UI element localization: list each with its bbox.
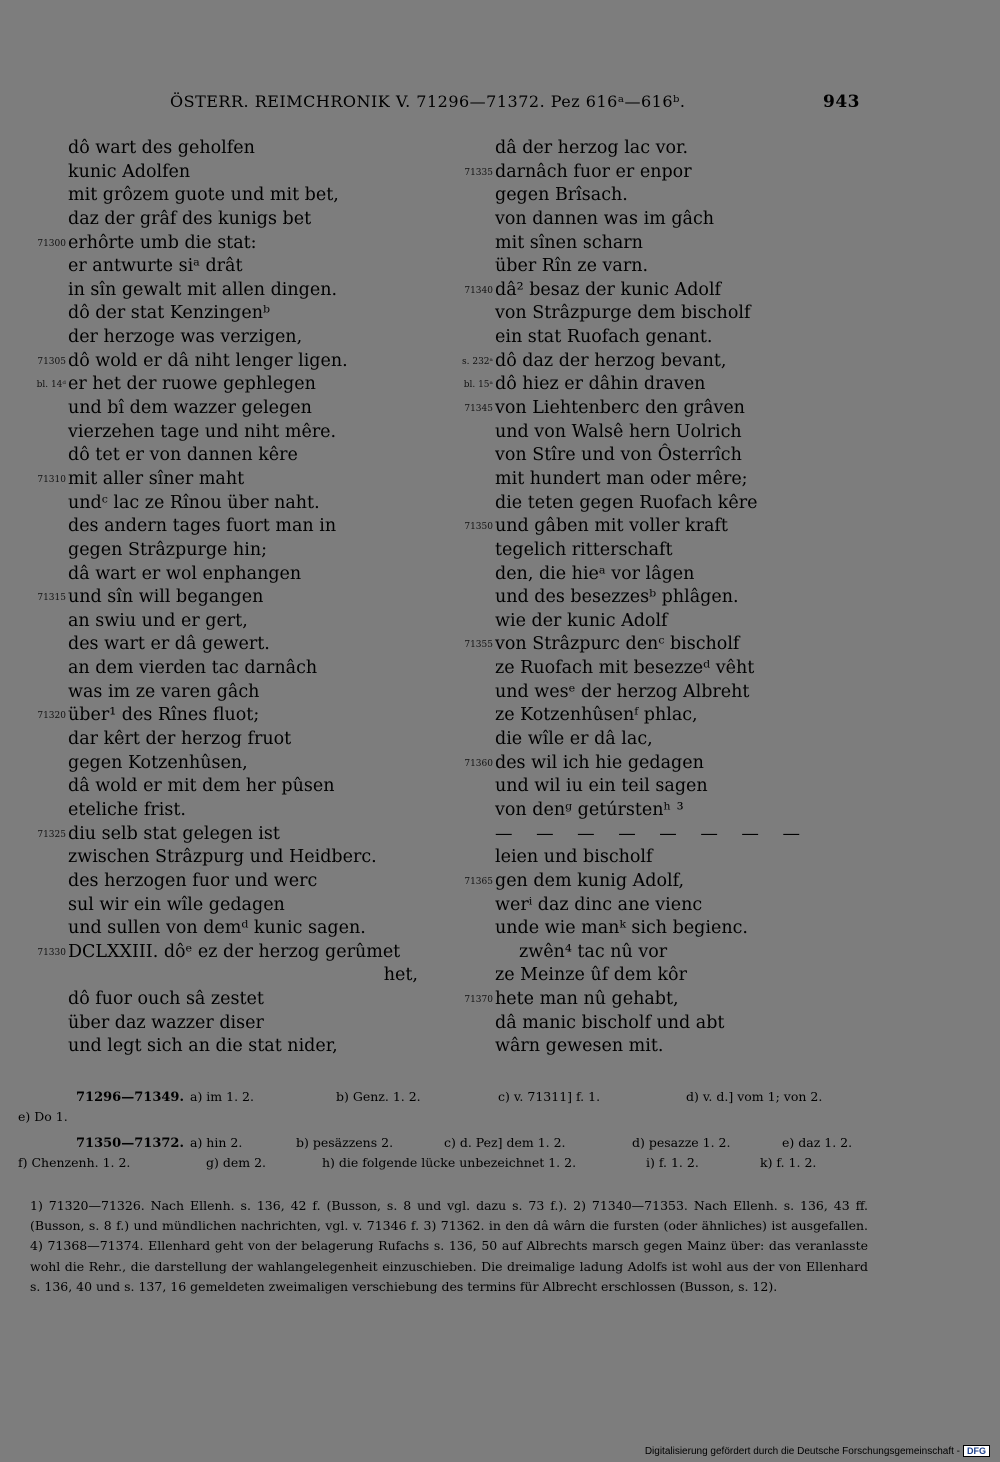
- verse-line: [455, 184, 875, 208]
- verse-text: die teten gegen Ruofach kêre: [495, 492, 758, 513]
- line-number: 71305: [37, 356, 66, 367]
- verse-text: gegen Brîsach.: [495, 185, 628, 206]
- verse-line: [455, 397, 875, 421]
- line-number: 71315: [37, 593, 66, 604]
- verse-line: [455, 373, 875, 397]
- verse-text: wârn gewesen mit.: [495, 1036, 664, 1057]
- verse-line: [455, 563, 875, 587]
- verse-text: DCLXXIII. dôᵉ ez der herzog gerûmet: [68, 941, 401, 962]
- verse-text: des andern tages fuort man in: [68, 516, 337, 537]
- verse-line: [455, 870, 875, 894]
- verse-line: [28, 468, 448, 492]
- verse-text: unde wie manᵏ sich begienc.: [495, 918, 748, 939]
- header-title: ÖSTERR. REIMCHRONIK V. 71296—71372. Pez 616ᵃ—616ᵇ.: [170, 92, 686, 111]
- verse-line: [28, 232, 448, 256]
- verse-line: [28, 917, 448, 941]
- verse-text: sul wir ein wîle gedagen: [68, 894, 285, 915]
- verse-text: über daz wazzer diser: [68, 1012, 264, 1033]
- verse-text: des herzogen fuor und werc: [68, 870, 318, 891]
- verse-text: zwischen Strâzpurg und Heidberc.: [68, 847, 377, 868]
- verse-text: dâ manic bischolf und abt: [495, 1012, 725, 1033]
- apparatus-item: c) d. Pez] dem 1. 2.: [444, 1135, 566, 1150]
- line-number: 71345: [464, 404, 493, 415]
- apparatus-item: e) daz 1. 2.: [782, 1135, 853, 1150]
- verse-line: [455, 752, 875, 776]
- verse-line: [28, 799, 448, 823]
- verse-line: [455, 137, 875, 161]
- verse-text: zwên⁴ tac nû vor: [519, 941, 668, 962]
- line-number: 71350: [464, 522, 493, 533]
- verse-text: ze Kotzenhûsenᶠ phlac,: [495, 705, 698, 726]
- verse-text: gegen Kotzenhûsen,: [68, 752, 248, 773]
- verse-text: werⁱ daz dinc ane vienc: [495, 894, 703, 915]
- verse-text: die wîle er dâ lac,: [495, 729, 653, 750]
- verse-line: [28, 775, 448, 799]
- apparatus-item: k) f. 1. 2.: [760, 1155, 817, 1170]
- verse-line: [455, 492, 875, 516]
- verse-line: [455, 917, 875, 941]
- verse-text: ze Meinze ûf dem kôr: [495, 965, 687, 986]
- verse-text: erhôrte umb die stat:: [68, 232, 257, 253]
- verse-line: [455, 799, 875, 823]
- verse-text: ein stat Ruofach genant.: [495, 327, 713, 348]
- line-number: 71330: [37, 947, 66, 958]
- footnotes: 1) 71320—71326. Nach Ellenh. s. 136, 42 f. (Busson, s. 8 und vgl. dazu s. 73 f.). 2) 71340—71353. Nach Ellenh. s. 136, 43 ff. (Busson, s. 8 f.) und mündlichen nachrichten, vgl. v. 71346 f. 3) 71362. in den dâ wârn die fursten (oder ähnliches) ist ausgefallen. 4) 71368—71374. Ellenhard geht von der belagerung Rufachs s. 136, 50 auf Albrechts marsch gegen Mainz über: das veranlasste wohl die Rehr., die darstellung der wahlangelegenheit einzuschieben. Die dreimalige ladung Adolfs ist wohl aus der von Ellenhard s. 136, 40 und s. 137, 16 gemeldeten zweimaligen verschiebung des termins für Albrecht erschlossen (Busson, s. 12).: [30, 1198, 868, 1294]
- verse-line: [28, 586, 448, 610]
- verse-text: mit sînen scharn: [495, 232, 643, 253]
- verse-text: eteliche frist.: [68, 799, 186, 820]
- dfg-logo: DFG: [963, 1445, 990, 1457]
- verse-text: an dem vierden tac darnâch: [68, 658, 318, 679]
- verse-text: gen dem kunig Adolf,: [495, 870, 685, 891]
- verse-text: gegen Strâzpurge hin;: [68, 539, 267, 560]
- apparatus-block-1-tail: [18, 1107, 868, 1127]
- apparatus-item: e) Do 1.: [18, 1109, 68, 1124]
- verse-line: [455, 444, 875, 468]
- verse-line: [455, 468, 875, 492]
- verse-line: [28, 326, 448, 350]
- verse-text: mit grôzem guote und mit bet,: [68, 185, 339, 206]
- verse-text: dô fuor ouch sâ zestet: [68, 989, 264, 1010]
- apparatus-block-1: [30, 1087, 868, 1107]
- verse-text: er het der ruowe gephlegen: [68, 374, 316, 395]
- verse-line: [455, 988, 875, 1012]
- verse-line: [28, 704, 448, 728]
- verse-line: [28, 397, 448, 421]
- line-number: 71310: [37, 474, 66, 485]
- page-number: 943: [823, 92, 860, 112]
- verse-text: von dannen was im gâch: [495, 208, 715, 229]
- verse-text: von Liehtenberc den grâven: [495, 398, 745, 419]
- verse-text: daz der grâf des kunigs bet: [68, 208, 312, 229]
- verse-line: [455, 941, 875, 965]
- verse-text: an swiu und er gert,: [68, 610, 248, 631]
- verse-text: diu selb stat gelegen ist: [68, 823, 280, 844]
- verse-line: [455, 894, 875, 918]
- verse-line: [455, 846, 875, 870]
- verse-text: von Stîre und von Ôsterrîch: [495, 445, 742, 466]
- footer-credit: Digitalisierung gefördert durch die Deutsche Forschungsgemeinschaft -: [644, 1445, 960, 1457]
- verse-line: [28, 823, 448, 847]
- line-number: 71340: [464, 285, 493, 296]
- verse-line: [28, 941, 448, 965]
- verse-text: er antwurte siᵃ drât: [68, 256, 243, 277]
- apparatus-head-2: 71350—71372.: [76, 1136, 184, 1151]
- line-number: 71360: [464, 758, 493, 769]
- verse-line: [28, 255, 448, 279]
- verse-line: [455, 350, 875, 374]
- verse-text: und von Walsê hern Uolrich: [495, 421, 742, 442]
- verse-text: dar kêrt der herzog fruot: [68, 729, 292, 750]
- verse-line: [28, 681, 448, 705]
- verse-line: [455, 775, 875, 799]
- verse-line: [28, 350, 448, 374]
- verse-text: het,: [383, 965, 418, 986]
- verse-line: [28, 964, 448, 988]
- verse-line: [28, 302, 448, 326]
- verse-text: und des besezzesᵇ phlâgen.: [495, 587, 739, 608]
- verse-line: [455, 586, 875, 610]
- verse-text: dô hiez er dâhin draven: [495, 374, 706, 395]
- verse-text: dô der stat Kenzingenᵇ: [68, 303, 270, 324]
- apparatus-item: a) hin 2.: [190, 1135, 243, 1150]
- verse-text: über¹ des Rînes fluot;: [68, 705, 260, 726]
- verse-text: und wesᵉ der herzog Albreht: [495, 681, 750, 702]
- verse-line: [455, 964, 875, 988]
- verse-line: [455, 728, 875, 752]
- verse-line: [455, 657, 875, 681]
- verse-text: dâ wold er mit dem her pûsen: [68, 776, 335, 797]
- verse-text: in sîn gewalt mit allen dingen.: [68, 279, 338, 300]
- verse-line: [455, 161, 875, 185]
- line-number: 71325: [37, 829, 66, 840]
- verse-line: [28, 208, 448, 232]
- verse-text: dâ² besaz der kunic Adolf: [495, 279, 722, 300]
- verse-line: [455, 681, 875, 705]
- verse-text: vierzehen tage und niht mêre.: [68, 421, 337, 442]
- verse-text: den, die hieᵃ vor lâgen: [495, 563, 695, 584]
- verse-text: mit hundert man oder mêre;: [495, 468, 748, 489]
- apparatus-item: f) Chenzenh. 1. 2.: [18, 1155, 131, 1170]
- line-number: bl. 14ᵈ: [36, 380, 66, 391]
- verse-line: [28, 657, 448, 681]
- verse-text: darnâch fuor er enpor: [495, 161, 692, 182]
- apparatus-item: d) v. d.] vom 1; von 2.: [686, 1089, 823, 1104]
- verse-line: [28, 1035, 448, 1059]
- page-footer: [645, 1445, 990, 1457]
- verse-line: [28, 752, 448, 776]
- verse-line: [28, 161, 448, 185]
- line-number: 71320: [37, 711, 66, 722]
- verse-text: und wil iu ein teil sagen: [495, 776, 708, 797]
- verse-text: dâ der herzog lac vor.: [495, 138, 689, 158]
- verse-line: [455, 232, 875, 256]
- apparatus-item: h) die folgende lücke unbezeichnet 1. 2.: [322, 1155, 577, 1170]
- line-number: bl. 15ᵃ: [463, 380, 493, 391]
- verse-line: [455, 208, 875, 232]
- apparatus-block-2-row-2: [18, 1153, 868, 1173]
- verse-line: [455, 326, 875, 350]
- verse-line: [28, 988, 448, 1012]
- verse-line: [455, 255, 875, 279]
- verse-line: [455, 704, 875, 728]
- verse-line: [28, 279, 448, 303]
- verse-line: [28, 492, 448, 516]
- verse-text: des wart er dâ gewert.: [68, 634, 270, 655]
- line-number: 71355: [464, 640, 493, 651]
- verse-line: [28, 870, 448, 894]
- verse-line: [28, 515, 448, 539]
- verse-line: [28, 633, 448, 657]
- verse-text: dô tet er von dannen kêre: [68, 445, 298, 466]
- line-number: 71370: [464, 995, 493, 1006]
- apparatus-block-2: [30, 1133, 868, 1153]
- verse-text: leien und bischolf: [495, 847, 653, 868]
- apparatus-item: b) Genz. 1. 2.: [336, 1089, 421, 1104]
- verse-line: [28, 563, 448, 587]
- verse-line: [455, 1012, 875, 1036]
- line-number: 71365: [464, 876, 493, 887]
- verse-line: [28, 728, 448, 752]
- verse-line: [455, 279, 875, 303]
- line-number: 71300: [37, 238, 66, 249]
- verse-text: hete man nû gehabt,: [495, 989, 679, 1010]
- verse-text: — — — — — — — —: [495, 823, 809, 844]
- verse-text: und legt sich an die stat nider,: [68, 1036, 338, 1057]
- verse-text: wie der kunic Adolf: [495, 610, 668, 631]
- verse-text: kunic Adolfen: [68, 161, 191, 182]
- verse-text: von Strâzpurge dem bischolf: [495, 303, 751, 324]
- verse-line: [28, 373, 448, 397]
- verse-line: [455, 515, 875, 539]
- apparatus-item: d) pesazze 1. 2.: [632, 1135, 731, 1150]
- verse-line: [28, 894, 448, 918]
- verse-line: [28, 539, 448, 563]
- verse-text: und sîn will begangen: [68, 587, 264, 608]
- verse-text: über Rîn ze varn.: [495, 256, 649, 277]
- verse-line: [28, 1012, 448, 1036]
- verse-line: [455, 610, 875, 634]
- verse-line: [455, 302, 875, 326]
- verse-line: [28, 610, 448, 634]
- verse-line: [28, 444, 448, 468]
- verse-line: [28, 421, 448, 445]
- left-verse-column: [28, 137, 448, 1059]
- verse-text: der herzoge was verzigen,: [68, 327, 303, 348]
- apparatus-item: i) f. 1. 2.: [646, 1155, 699, 1170]
- verse-text: des wil ich hie gedagen: [495, 752, 704, 773]
- verse-line: [28, 137, 448, 161]
- verse-text: dô wold er dâ niht lenger ligen.: [68, 350, 348, 371]
- verse-line: [455, 823, 875, 847]
- verse-text: undᶜ lac ze Rînou über naht.: [68, 492, 320, 513]
- verse-line: [455, 421, 875, 445]
- line-number: s. 232ᵃ: [462, 356, 493, 367]
- apparatus-item: c) v. 71311] f. 1.: [498, 1089, 601, 1104]
- apparatus-item: b) pesäzzens 2.: [296, 1135, 394, 1150]
- verse-text: dô wart des geholfen: [68, 138, 255, 158]
- apparatus-head-1: 71296—71349.: [76, 1090, 184, 1105]
- line-number: 71335: [464, 167, 493, 178]
- verse-text: was im ze varen gâch: [68, 681, 260, 702]
- verse-line: [455, 1035, 875, 1059]
- verse-text: ze Ruofach mit besezzeᵈ vêht: [495, 658, 755, 679]
- apparatus-item: g) dem 2.: [206, 1155, 267, 1170]
- verse-text: dô daz der herzog bevant,: [495, 350, 727, 371]
- verse-text: dâ wart er wol enphangen: [68, 563, 302, 584]
- apparatus-item: a) im 1. 2.: [190, 1089, 254, 1104]
- verse-line: [28, 184, 448, 208]
- verse-line: [455, 633, 875, 657]
- verse-line: [28, 846, 448, 870]
- verse-text: und sullen von demᵈ kunic sagen.: [68, 918, 366, 939]
- verse-text: von Strâzpurc denᶜ bischolf: [495, 634, 740, 655]
- verse-text: mit aller sîner maht: [68, 468, 245, 489]
- verse-text: tegelich ritterschaft: [495, 539, 673, 560]
- right-verse-column: [455, 137, 875, 1059]
- verse-text: von denᵍ getúrstenʰ ³: [495, 799, 684, 820]
- verse-text: und gâben mit voller kraft: [495, 516, 728, 537]
- verse-line: [455, 539, 875, 563]
- verse-text: und bî dem wazzer gelegen: [68, 398, 312, 419]
